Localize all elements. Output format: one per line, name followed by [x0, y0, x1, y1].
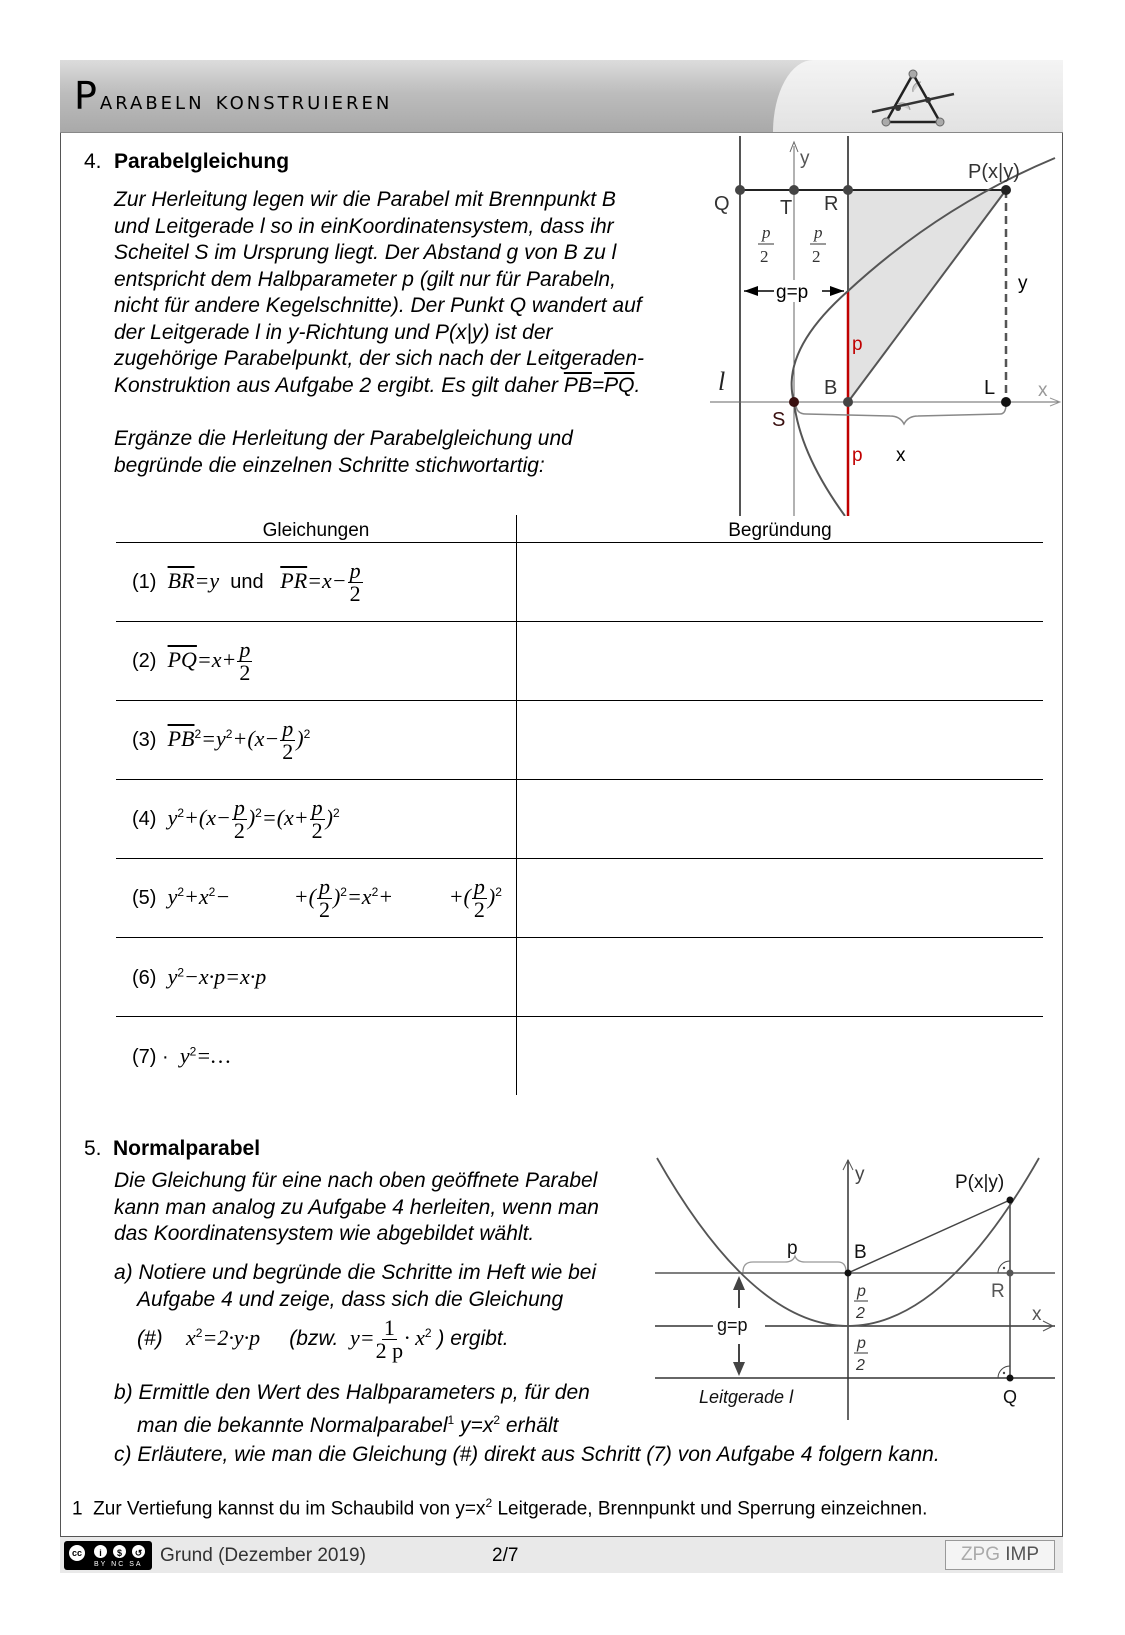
label-Q: Q	[1003, 1387, 1018, 1407]
geometry-triangle-logo-icon	[868, 66, 958, 128]
arrow-up-icon	[733, 1276, 745, 1290]
arrow-left-icon	[744, 286, 758, 296]
point-B	[843, 397, 853, 407]
label-P: P(x|y)	[968, 161, 1020, 183]
label-half-p-1-num: p	[762, 223, 771, 242]
label-R: R	[991, 1281, 1005, 1302]
point-R	[843, 185, 853, 195]
label-half-p-upper-den: 2	[856, 1305, 865, 1322]
arrow-right-icon	[830, 286, 844, 296]
label-half-p-2-num: p	[814, 223, 823, 242]
equations-table	[116, 515, 1043, 1095]
justification-field-2[interactable]	[517, 622, 1044, 701]
page-footer	[60, 1536, 1063, 1573]
task5-part-a: a) Notiere und begründe die Schritte im Heft wie bei Aufgabe 4 und zeige, dass sich die Gleichung (#) $x^2=2\cdot y\cdot p$ (bzw. y= $\frac{1}{2 p}$ · $x^2$ ) ergibt.	[114, 1260, 654, 1362]
label-half-p-upper-num: p	[857, 1283, 866, 1300]
header-logo-panel	[773, 60, 1063, 132]
equation-7: $(7) \cdot y^2=\dots$	[132, 1043, 231, 1068]
equation-5: (5) $y^2+x^2-$ +( $\frac{p}{2}$ )$^2=x^2+$ +( $\frac{p}{2}$ )$^2$	[116, 859, 517, 938]
equation-6: (6) $y^2-x\cdot p=x\cdot p$	[116, 938, 517, 1017]
task4-heading: Parabelgleichung	[114, 150, 290, 173]
justification-field-6[interactable]	[517, 938, 1044, 1017]
task5-number: 5.	[84, 1137, 102, 1160]
zpg-imp-badge: ZPG IMP	[945, 1540, 1055, 1570]
label-p-brace: p	[787, 1238, 798, 1259]
task4-intro: Zur Herleitung legen wir die Parabel mit Brennpunkt B und Leitgerade l so in einKoordinatensystem, dass ihr Scheitel S im Ursprung liegt. Der Abstand g von B zu l entspricht dem Halbparameter p (gilt nur für Parabeln, nicht für andere Kegelschnitte). Der Punkt Q wandert auf der Leitgerade l in y-Richtung und P(x|y) ist der zugehörige Parabelpunkt, der sich nach der Leitgeraden- Konstruktion aus Aufgabe 2 ergibt. Es gilt daher $\overline{PB}=\overline{PQ}$.	[114, 188, 645, 397]
task4-instruction: Ergänze die Herleitung der Parabelgleichung und begründe die einzelnen Schritte stichwortartig:	[114, 427, 573, 477]
normal-parabola-diagram	[655, 1150, 1065, 1420]
arrow-down-icon	[733, 1362, 745, 1376]
cc-by-nc-sa-icon: cc i $ ↺ BY NC SA	[64, 1541, 152, 1570]
table-row	[116, 622, 1043, 701]
justification-field-7[interactable]	[517, 1017, 1044, 1096]
table-row	[116, 938, 1043, 1017]
label-R: R	[824, 193, 839, 215]
label-P: P(x|y)	[955, 1172, 1005, 1193]
label-T: T	[780, 197, 793, 219]
table-row	[116, 780, 1043, 859]
justification-field-1[interactable]	[517, 543, 1044, 622]
footer-author: Grund (Dezember 2019)	[160, 1545, 366, 1566]
label-x-axis: x	[1038, 380, 1048, 401]
page-title: Parabeln konstruieren	[74, 74, 393, 118]
label-y-axis: y	[855, 1164, 865, 1185]
task5-heading: Normalparabel	[113, 1137, 261, 1160]
page-header	[60, 60, 1063, 133]
equation-2: (2) $\overline{PQ}=x+$ $\frac{p}{2}$	[116, 622, 517, 701]
label-l: l	[718, 367, 726, 396]
parabola-diagram-leitgerade	[700, 136, 1065, 516]
label-half-p-2-den: 2	[812, 247, 821, 266]
column-header-justification: Begründung	[517, 515, 1044, 543]
footnote-ref[interactable]: 1	[447, 1412, 455, 1427]
label-x-distance: x	[896, 445, 906, 466]
label-L: L	[984, 377, 996, 399]
equation-3: (3) $\overline{PB}^2=y^2+(x-$ $\frac{p}{2}$ )$^2$	[116, 701, 517, 780]
label-x-axis: x	[1032, 1304, 1042, 1325]
justification-field-3[interactable]	[517, 701, 1044, 780]
point-P	[1007, 1197, 1014, 1204]
label-y-distance: y	[1018, 273, 1028, 294]
equation-hash: (#) $x^2=2\cdot y\cdot p$ (bzw. y= $\frac{1}{2 p}$ · $x^2$ ) ergibt.	[137, 1315, 509, 1363]
point-B	[845, 1270, 852, 1277]
table-row	[116, 543, 1043, 622]
point-R	[1007, 1270, 1014, 1277]
point-Q	[735, 185, 745, 195]
equation-1: (1) $\overline{BR}=y$ und $\overline{PR}=x-$ $\frac{p}{2}$	[116, 543, 517, 622]
line-BP	[848, 1200, 1010, 1273]
column-header-equations: Gleichungen	[116, 515, 517, 543]
task4-number: 4.	[84, 150, 102, 173]
task5-part-b: b) Ermittle den Wert des Halbparameters p, für den man die bekannte Normalparabel$^1$ $y=x^2$ erhält	[114, 1381, 590, 1437]
point-S	[789, 397, 799, 407]
footnote: 1 Zur Vertiefung kannst du im Schaubild von $y=x^2$ Leitgerade, Brennpunkt und Sperrung einzeichnen.	[72, 1496, 928, 1520]
equation-4: (4) $y^2+(x-$ $\frac{p}{2}$ )$^2$=(x+ $\frac{p}{2}$ )$^2$	[116, 780, 517, 859]
label-leitgerade: Leitgerade l	[699, 1387, 794, 1407]
label-Q: Q	[714, 193, 730, 215]
task5-intro: Die Gleichung für eine nach oben geöffnete Parabel kann man analog zu Aufgabe 4 herleiten, wenn man das Koordinatensystem wie abgebildet wählt.	[114, 1169, 599, 1245]
table-row	[116, 859, 1043, 938]
table-row	[116, 701, 1043, 780]
table-row	[116, 1017, 1043, 1096]
label-g-equals-p: g=p	[776, 282, 809, 303]
label-half-p-lower-den: 2	[856, 1357, 865, 1374]
label-B: B	[824, 377, 838, 399]
label-half-p-1-den: 2	[760, 247, 769, 266]
point-Q	[1007, 1375, 1014, 1382]
x-distance-brace	[796, 404, 1006, 424]
point-P	[1001, 185, 1011, 195]
justification-field-4[interactable]	[517, 780, 1044, 859]
label-B: B	[854, 1242, 867, 1263]
justification-field-5[interactable]	[517, 859, 1044, 938]
label-p-lower: p	[852, 445, 863, 466]
label-p-upper: p	[852, 334, 863, 355]
label-S: S	[772, 409, 786, 431]
page-number: 2/7	[492, 1545, 519, 1566]
label-g-equals-p: g=p	[717, 1315, 748, 1335]
label-y-axis: y	[800, 148, 810, 169]
point-T	[789, 185, 799, 195]
point-L	[1001, 397, 1011, 407]
task5-part-c: c) Erläutere, wie man die Gleichung (#) direkt aus Schritt (7) von Aufgabe 4 folgern kann.	[114, 1443, 940, 1466]
label-half-p-lower-num: p	[857, 1335, 866, 1352]
